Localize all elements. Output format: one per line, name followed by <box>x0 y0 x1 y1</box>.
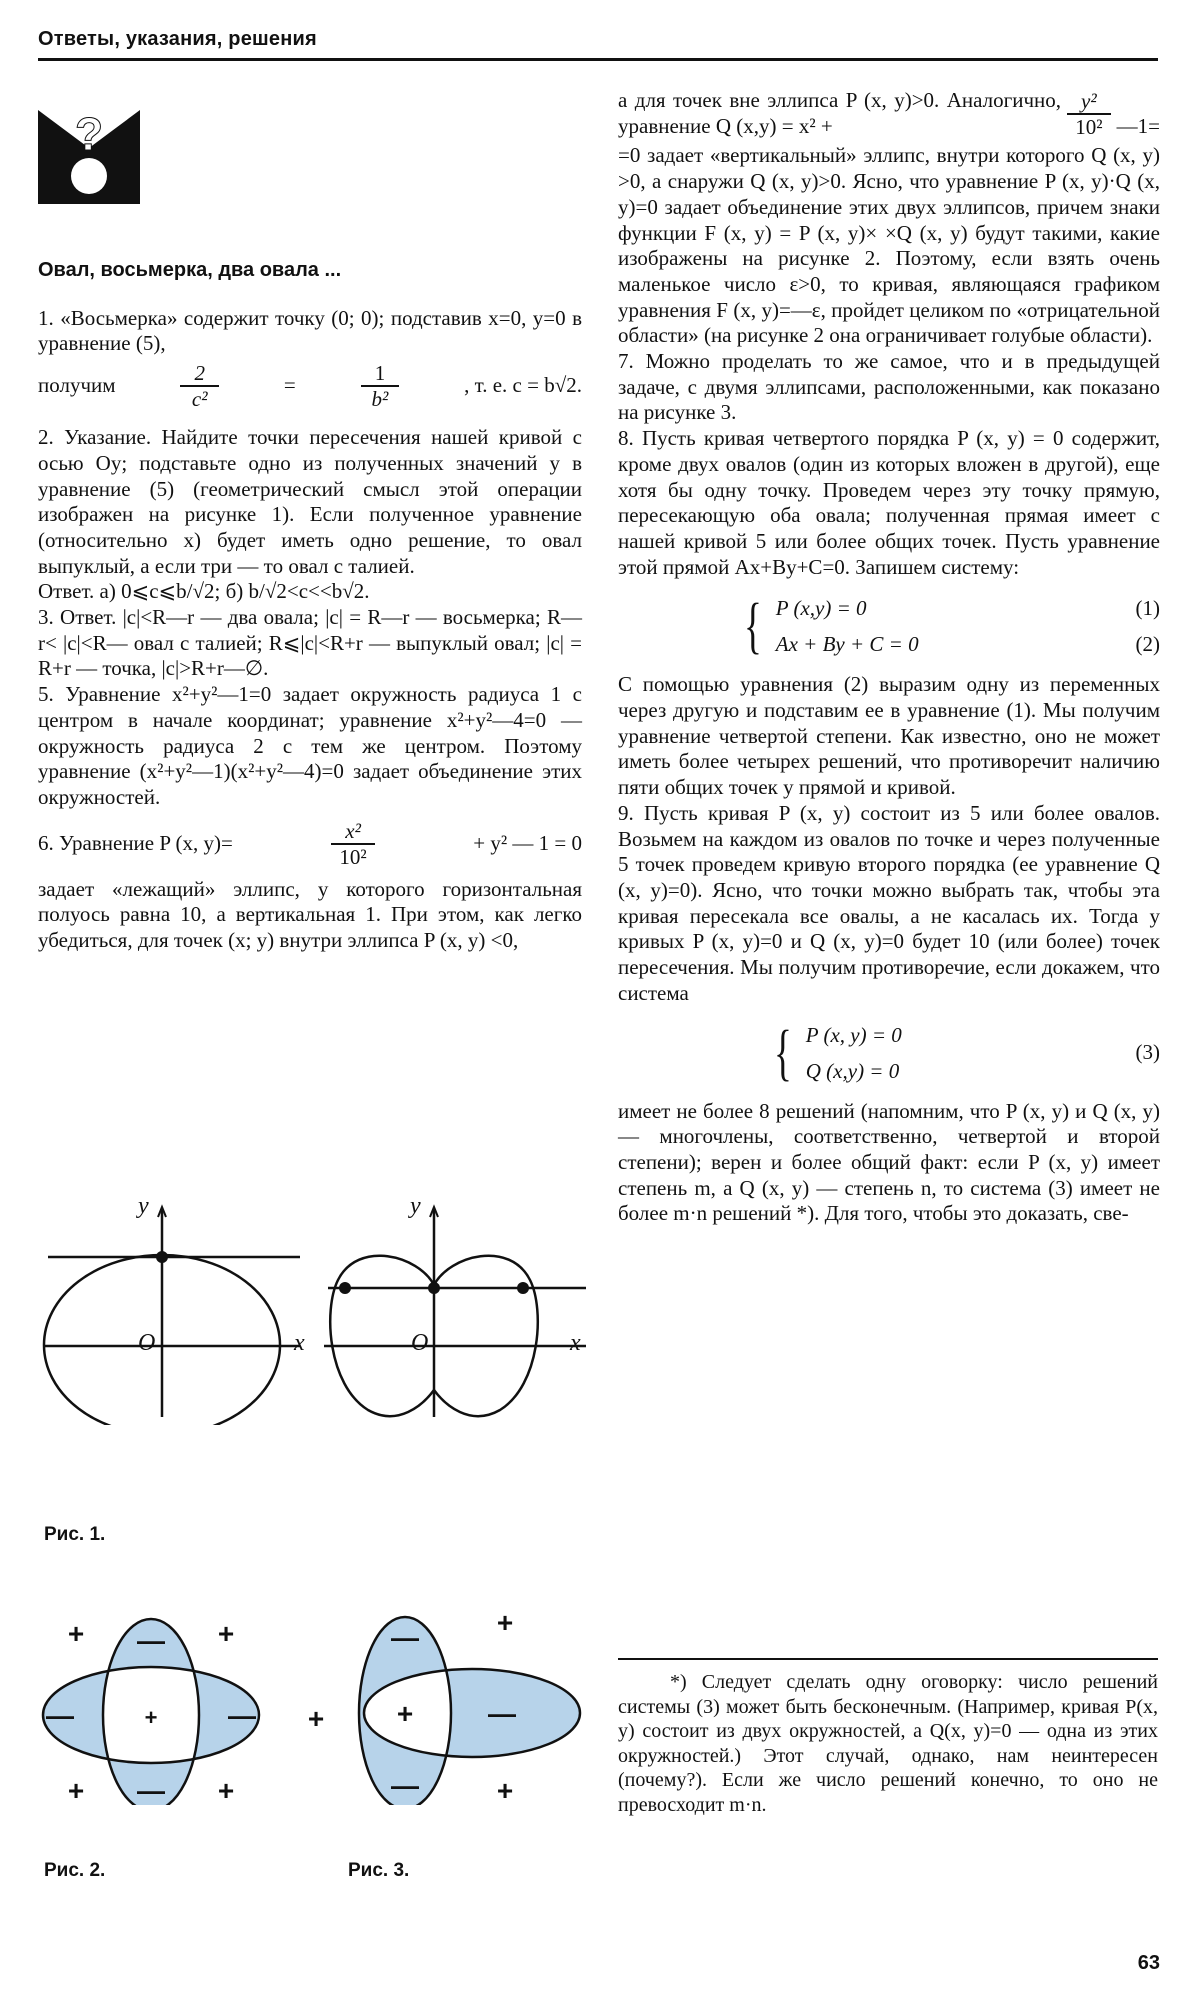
system-brace: { <box>773 1018 792 1087</box>
x-axis-label: x <box>294 1330 305 1356</box>
minus-sign: — <box>137 1775 165 1805</box>
equation-tag: (2) <box>1135 632 1160 657</box>
fraction <box>180 361 219 411</box>
intersection-point <box>428 1282 440 1294</box>
footnote-rule <box>618 1658 1158 1660</box>
answer-8: 8. Пусть кривая четвертого порядка P (x, y) = 0 содержит, кроме двух овалов (один из которых вложен в другой), еще хотя бы одну точку. Проведем через эту точку прямую, пересекающую оба овала; полученная прямая имеет с нашей кривой 5 или более общих точек. Пусть уравнение этой прямой Ax+By+C=0. Запишем систему: <box>618 426 1160 579</box>
y-axis-label: y <box>138 1193 149 1219</box>
frac-numerator: x² <box>331 819 375 845</box>
answer-6-tail: —1= <box>1116 113 1160 138</box>
minus-sign: — <box>391 1770 419 1801</box>
equation-system-1 <box>738 590 1160 662</box>
left-column <box>38 258 582 954</box>
y-axis-label: y <box>410 1193 421 1219</box>
page-number: 63 <box>1137 1952 1160 1974</box>
figure-1-caption: Рис. 1. <box>44 1524 106 1545</box>
answer-6-text: а для точек вне эллипса P (x, y)>0. Аналогично, уравнение Q (x,y) = x² + <box>618 88 1062 138</box>
figure-2 <box>38 1595 278 1805</box>
answer-6-formula <box>38 819 582 869</box>
answer-9: 9. Пусть кривая P (x, y) состоит из 5 или более овалов. Возьмем на каждом из овалов по точке и через полученные 5 точек проведем кривую второго порядка (ее уравнение Q (x, y)=0). Ясно, что точки можно выбрать так, чтобы эта кривая пересекала все овалы, а не касалась их. Тогда у кривых P (x, y)=0 и Q (x, y)=0 будет 10 (или более) точек пересечения. Мы получим противоречие, если докажем, что система <box>618 800 1160 1005</box>
answer-1: 1. «Восьмерка» содержит точку (0; 0); подставив x=0, y=0 в уравнение (5), <box>38 305 582 356</box>
origin-label: O <box>138 1330 156 1356</box>
frac-denominator: c² <box>191 387 208 412</box>
answer-6-prefix: 6. Уравнение P (x, y)= <box>38 830 233 855</box>
answer-6-ellipse-formula <box>618 88 1160 139</box>
equation-system-3 <box>768 1017 1160 1089</box>
minus-sign: — <box>228 1700 256 1731</box>
answer-6-suffix: + y² — 1 = 0 <box>473 830 582 855</box>
intersection-point <box>339 1282 351 1294</box>
plus-sign: + <box>496 1607 514 1638</box>
section-title: Овал, восьмерка, два овала ... <box>38 259 342 281</box>
figure-3 <box>350 1595 600 1805</box>
fraction <box>1067 89 1111 139</box>
answer-1-suffix: , т. е. c = b√2. <box>464 373 582 398</box>
figure-1 <box>38 1185 598 1425</box>
plus-sign: + <box>496 1775 514 1805</box>
answer-2-result: Ответ. а) 0⩽c⩽b/√2; б) b/√2<c<<b√2. <box>38 579 370 604</box>
plus-sign: + <box>396 1698 414 1729</box>
figure-plus-sign <box>298 1700 334 1736</box>
figure-2-caption: Рис. 2. <box>44 1860 106 1881</box>
figure-3-caption: Рис. 3. <box>348 1860 410 1881</box>
frac-numerator: 2 <box>180 361 219 387</box>
answer-3: 3. Ответ. |c|<R—r — два овала; |c| = R—r — восьмерка; R—r< |c|<R— овал с талией; R⩽|c|<R+r — выпуклый овал; |c| = R+r — точка, |c|>R+r—∅. <box>38 605 582 681</box>
equation-tag: (3) <box>1135 1039 1160 1064</box>
answer-7: 7. Можно проделать то же самое, что и в предыдущей задаче, с двумя эллипсами, расположенными, как показано на рисунке 3. <box>618 349 1160 425</box>
footnote: *) Следует сделать одну оговорку: число решений системы (3) может быть бесконечным. (Например, кривая P(x, y) состоит из двух окружностей, а Q(x, y)=0 — одна из этих окружностей.) Этот случай, однако, нам неинтересен (почему?). Если же число решений конечно, то оно не превосходит m·n. <box>618 1671 1158 1816</box>
fraction <box>331 819 375 869</box>
minus-sign: — <box>391 1622 419 1653</box>
plus-sign: + <box>67 1775 85 1805</box>
equation-1: P (x,y) = 0 <box>775 596 867 621</box>
frac-denominator: b² <box>371 387 389 412</box>
minus-sign: — <box>488 1698 516 1729</box>
answer-6-continued: задает «лежащий» эллипс, у которого горизонтальная полуось равна 10, а вертикальная 1. При этом, как легко убедиться, для точек (x; y) внутри эллипса P (x, y) <0, <box>38 876 582 953</box>
plus-sign: + <box>217 1618 235 1649</box>
frac-numerator: 1 <box>361 361 400 387</box>
equation-q: Q (x,y) = 0 <box>805 1058 900 1083</box>
frac-denominator: 10² <box>339 844 367 869</box>
equation-tag: (1) <box>1135 596 1160 621</box>
fraction <box>361 361 400 411</box>
svg-text:?: ? <box>74 110 104 160</box>
equation-p: P (x, y) = 0 <box>805 1022 902 1047</box>
header-rule <box>38 58 1158 61</box>
system-brace: { <box>743 592 762 661</box>
plus-sign: + <box>217 1775 235 1805</box>
running-header: Ответы, указания, решения <box>38 28 317 50</box>
answer-9-continued: имеет не более 8 решений (напомним, что P (x, y) и Q (x, y) — многочлены, соответственно, четвертой и второй степени); верен и более общий факт: если P (x, y) имеет степень m, а Q (x, y) — степень n, то система (3) имеет не более m·n решений *). Для того, чтобы это доказать, све- <box>618 1098 1160 1226</box>
minus-sign: — <box>46 1700 74 1731</box>
right-column <box>618 88 1160 1227</box>
plus-sign: + <box>67 1618 85 1649</box>
tangent-point <box>156 1251 168 1263</box>
plus-sign: + <box>307 1703 325 1734</box>
answer-1-prefix: получим <box>38 373 116 398</box>
equation-2: Ax + By + C = 0 <box>775 632 919 657</box>
frac-denominator: 10² <box>1075 115 1103 140</box>
origin-label: O <box>411 1330 429 1356</box>
answer-5: 5. Уравнение x²+y²—1=0 задает окружность радиуса 1 с центром в начале координат; уравнение x²+y²—4=0 — окружность радиуса 2 с тем же центром. Поэтому уравнение (x²+y²—1)(x²+y²—4)=0 задает объединение этих окружностей. <box>38 682 582 809</box>
answer-2: 2. Указание. Найдите точки пересечения нашей кривой с осью Oy; подставьте одно из полученных значений y в уравнение (5) (геометрический смысл этой операции изображен на рисунке 1). Если полученное уравнение (относительно x) будет иметь одно решение, то овал выпуклый, а если три — то овал с талией. <box>38 425 582 578</box>
minus-sign: — <box>137 1625 165 1656</box>
frac-numerator: y² <box>1067 89 1111 115</box>
question-logo-icon <box>38 110 140 204</box>
intersection-point <box>517 1282 529 1294</box>
answer-8-continued: С помощью уравнения (2) выразим одну из переменных через другую и подставим ее в уравнение (1). Мы получим уравнение четвертой степени. Как известно, оно не может иметь более четырех решений, что противоречит наличию пяти общих точек у прямой и кривой. <box>618 672 1160 800</box>
equals-sign: = <box>283 373 296 398</box>
answer-1-formula <box>38 361 582 411</box>
x-axis-label: x <box>570 1330 581 1356</box>
plus-sign: + <box>144 1705 158 1730</box>
answer-6-explanation: =0 задает «вертикальный» эллипс, внутри которого Q (x, y) >0, а снаружи Q (x, y)>0. Ясно, что уравнение P (x, y)·Q (x, y)=0 задает объединение этих двух эллипсов, причем знаки функции F (x, y) = P (x, y)× ×Q (x, y) будут такими, какие изображены на рисунке 2. Поэтому, если взять очень маленькое число ε>0, то кривая, являющаяся графиком уравнения F (x, y)=—ε, пройдет целиком по «отрицательной области» (на рисунке 2 она ограничивает голубые области). <box>618 143 1160 348</box>
